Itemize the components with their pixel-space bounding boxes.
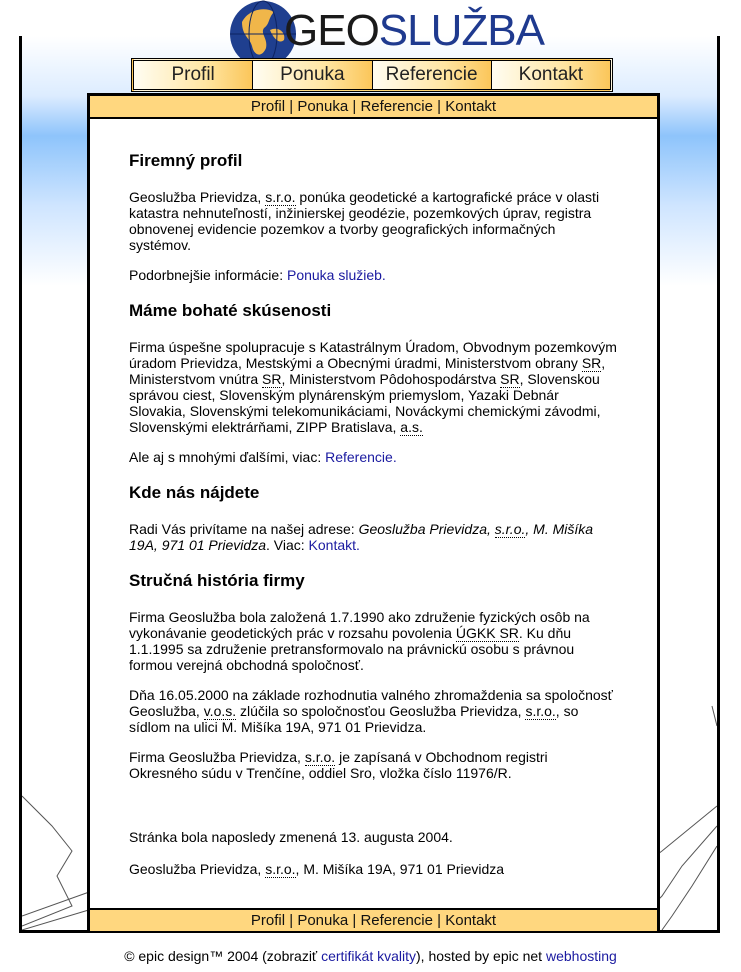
- experience-more: Ale aj s mnohými ďalšími, viac: Referencie.: [129, 449, 397, 465]
- nav-kontakt[interactable]: Kontakt: [492, 61, 610, 89]
- history-paragraph-1: Firma Geoslužba bola založená 1.7.1990 ako združenie fyzických osôb na vykonávanie geodetických prác v rozsahu povolenia ÚGKK SR. Ku dňu 1.1.1995 sa združenie pretransformovalo na právnickú osobu s právnou formou verejná obchodná spoločnosť.: [129, 609, 590, 673]
- subnav-bottom-profil[interactable]: Profil: [250, 912, 286, 929]
- subnav-bottom-ponuka[interactable]: Ponuka: [297, 912, 349, 929]
- subnav-kontakt[interactable]: Kontakt: [445, 98, 497, 115]
- nav-ponuka[interactable]: Ponuka: [253, 61, 372, 89]
- sub-nav-top: Profil | Ponuka | Referencie | Kontakt: [90, 96, 657, 119]
- subnav-ponuka[interactable]: Ponuka: [297, 98, 349, 115]
- history-paragraph-2: Dňa 16.05.2000 na základe rozhodnutia valného zhromaždenia sa spoločnosť Geoslužba, v.o.s. zlúčila so spoločnosťou Geoslužba Prievidza, s.r.o., so sídlom na ulici M. Mišíka 19A, 971 01 Prievidza.: [129, 687, 613, 735]
- nav-referencie[interactable]: Referencie: [373, 61, 492, 89]
- content-panel: [87, 93, 660, 933]
- page-meta: [129, 829, 504, 893]
- subnav-bottom-kontakt[interactable]: Kontakt: [445, 912, 497, 929]
- profile-paragraph: Geoslužba Prievidza, s.r.o. ponúka geodetické a kartografické práce v olasti katastra nehnuteľností, inžinierskej geodézie, pozemkových úprav, registra obnovenej evidencie pozemkov a tvorby geografických informačných systémov.: [129, 189, 600, 253]
- section-title-history: Stručná história firmy: [129, 571, 305, 590]
- section-title-profile: Firemný profil: [129, 151, 243, 170]
- site-footer: © epic design™ 2004 (zobraziť certifikát kvality), hosted by epic net webhosting: [124, 948, 617, 964]
- logo-wordmark: GEOSLUŽBA: [284, 6, 544, 55]
- nav-profil[interactable]: Profil: [134, 61, 253, 89]
- contact-link[interactable]: Kontakt.: [308, 537, 360, 553]
- last-updated: Stránka bola naposledy zmenená 13. augusta 2004.: [129, 829, 453, 845]
- profile-more: Podorbnejšie informácie: Ponuka služieb.: [129, 267, 386, 283]
- sub-nav-bottom: Profil | Ponuka | Referencie | Kontakt: [90, 908, 657, 933]
- history-paragraph-3: Firma Geoslužba Prievidza, s.r.o. je zapísaná v Obchodnom registri Okresného súdu v Trenčíne, oddiel Sro, vložka číslo 11976/R.: [129, 749, 548, 781]
- references-link[interactable]: Referencie.: [325, 449, 397, 465]
- subnav-bottom-referencie[interactable]: Referencie: [360, 912, 433, 929]
- location-paragraph: Radi Vás privítame na našej adrese: Geoslužba Prievidza, s.r.o., M. Mišíka 19A, 971 01 Prievidza. Viac: Kontakt.: [129, 521, 594, 553]
- subnav-profil[interactable]: Profil: [250, 98, 286, 115]
- company-address: Geoslužba Prievidza, s.r.o., M. Mišíka 19A, 971 01 Prievidza: [129, 861, 505, 877]
- quality-certificate-link[interactable]: certifikát kvality: [321, 948, 416, 964]
- main-content: [90, 119, 657, 781]
- main-nav: [131, 58, 613, 92]
- webhosting-link[interactable]: webhosting: [545, 948, 617, 964]
- section-title-experience: Máme bohaté skúsenosti: [129, 301, 332, 320]
- abbr-sro: s.r.o.: [265, 189, 296, 205]
- experience-paragraph: Firma úspešne spolupracuje s Katastrálnym Úradom, Obvodnym pozemkovým úradom Prievidza, Mestskými a Obecnými úradmi, Ministerstvom obrany SR, Ministerstvom vnútra SR, Ministerstvom Pôdohospodárstva SR, Slovenskou správou ciest, Slovenským plynárenským priemyslom, Yazaki Debnár Slovakia, Slovenskými telekomunikáciami, Nováckymi chemickými závodmi, Slovenskými elektrárňami, ZIPP Bratislava, a.s.: [129, 339, 617, 435]
- section-title-location: Kde nás nájdete: [129, 483, 260, 502]
- services-link[interactable]: Ponuka služieb.: [286, 267, 386, 283]
- subnav-referencie[interactable]: Referencie: [360, 98, 433, 115]
